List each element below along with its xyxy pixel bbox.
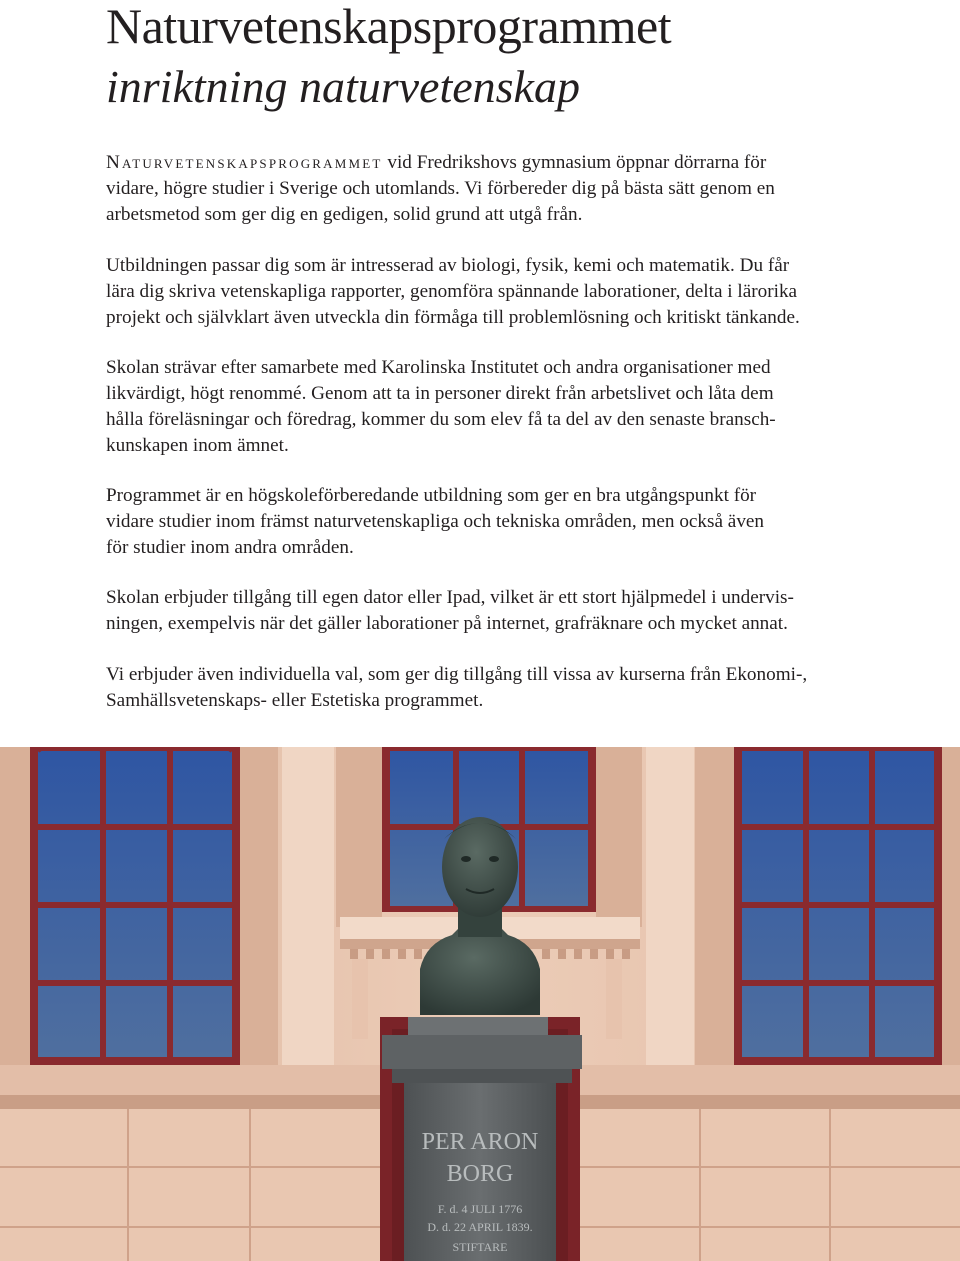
paragraph-devices [106,585,866,637]
paragraph-text: likvärdigt, högt renommé. Genom att ta in personer direkt från arbetslivet och låta dem [106,383,774,404]
page-title: Naturvetenskapsprogrammet [106,0,672,54]
paragraph-preparation [106,483,866,561]
paragraph-text: Samhällsvetenskaps- eller Estetiska programmet. [106,690,484,711]
paragraph-subjects [106,253,866,331]
paragraph-text: projekt och självklart även utveckla din förmåga till problemlösning och kritiskt tänkande. [106,307,800,328]
paragraph-text: Programmet är en högskoleförberedande utbildning som ger en bra utgångspunkt för [106,485,757,506]
paragraph-text: Vi erbjuder även individuella val, som ger dig tillgång till vissa av kurserna från Ekonomi-, [106,664,808,685]
paragraph-text: vid Fredrikshovs gymnasium öppnar dörrarna för [382,152,767,173]
window-right [734,747,942,1065]
page-subtitle: inriktning naturvetenskap [106,61,580,112]
inscription-died: D. d. 22 APRIL 1839. [427,1220,533,1234]
inscription-founder: STIFTARE [452,1240,508,1254]
paragraph-text: vidare, högre studier i Sverige och utomlands. Vi förbereder dig på bästa sätt genom en [106,178,775,199]
paragraph-intro [106,150,866,228]
paragraph-text: arbetsmetod som ger dig en gedigen, solid grund att utgå från. [106,204,583,225]
paragraph-text: hålla föreläsningar och föredrag, kommer du som elev få ta del av den senaste bransch- [106,409,776,430]
paragraph-electives [106,662,866,714]
paragraph-text: Skolan strävar efter samarbete med Karolinska Institutet och andra organisationer med [106,357,771,378]
inscription-born: F. d. 4 JULI 1776 [437,1202,523,1216]
paragraph-text: vidare studier inom främst naturvetenskapliga och tekniska områden, men också även [106,511,765,532]
paragraph-text: Skolan erbjuder tillgång till egen dator eller Ipad, vilket är ett stort hjälpmedel i undervis- [106,587,794,608]
inscription-name-first: PER ARON [421,1129,539,1155]
paragraph-text: ningen, exempelvis när det gäller laborationer på internet, grafräknare och mycket annat. [106,613,788,634]
program-name-lead: Naturvetenskapsprogrammet [106,152,383,173]
paragraph-text: för studier inom andra områden. [106,537,354,558]
window-left [30,747,240,1065]
paragraph-text: Utbildningen passar dig som är intresserad av biologi, fysik, kemi och matematik. Du får [106,255,790,276]
school-facade-photo [0,747,960,1261]
paragraph-text: kunskapen inom ämnet. [106,435,289,456]
paragraph-text: lära dig skriva vetenskapliga rapporter, genomföra spännande laborationer, delta i lärorika [106,281,798,302]
paragraph-cooperation [106,355,866,459]
inscription-name-last: BORG [446,1161,514,1187]
